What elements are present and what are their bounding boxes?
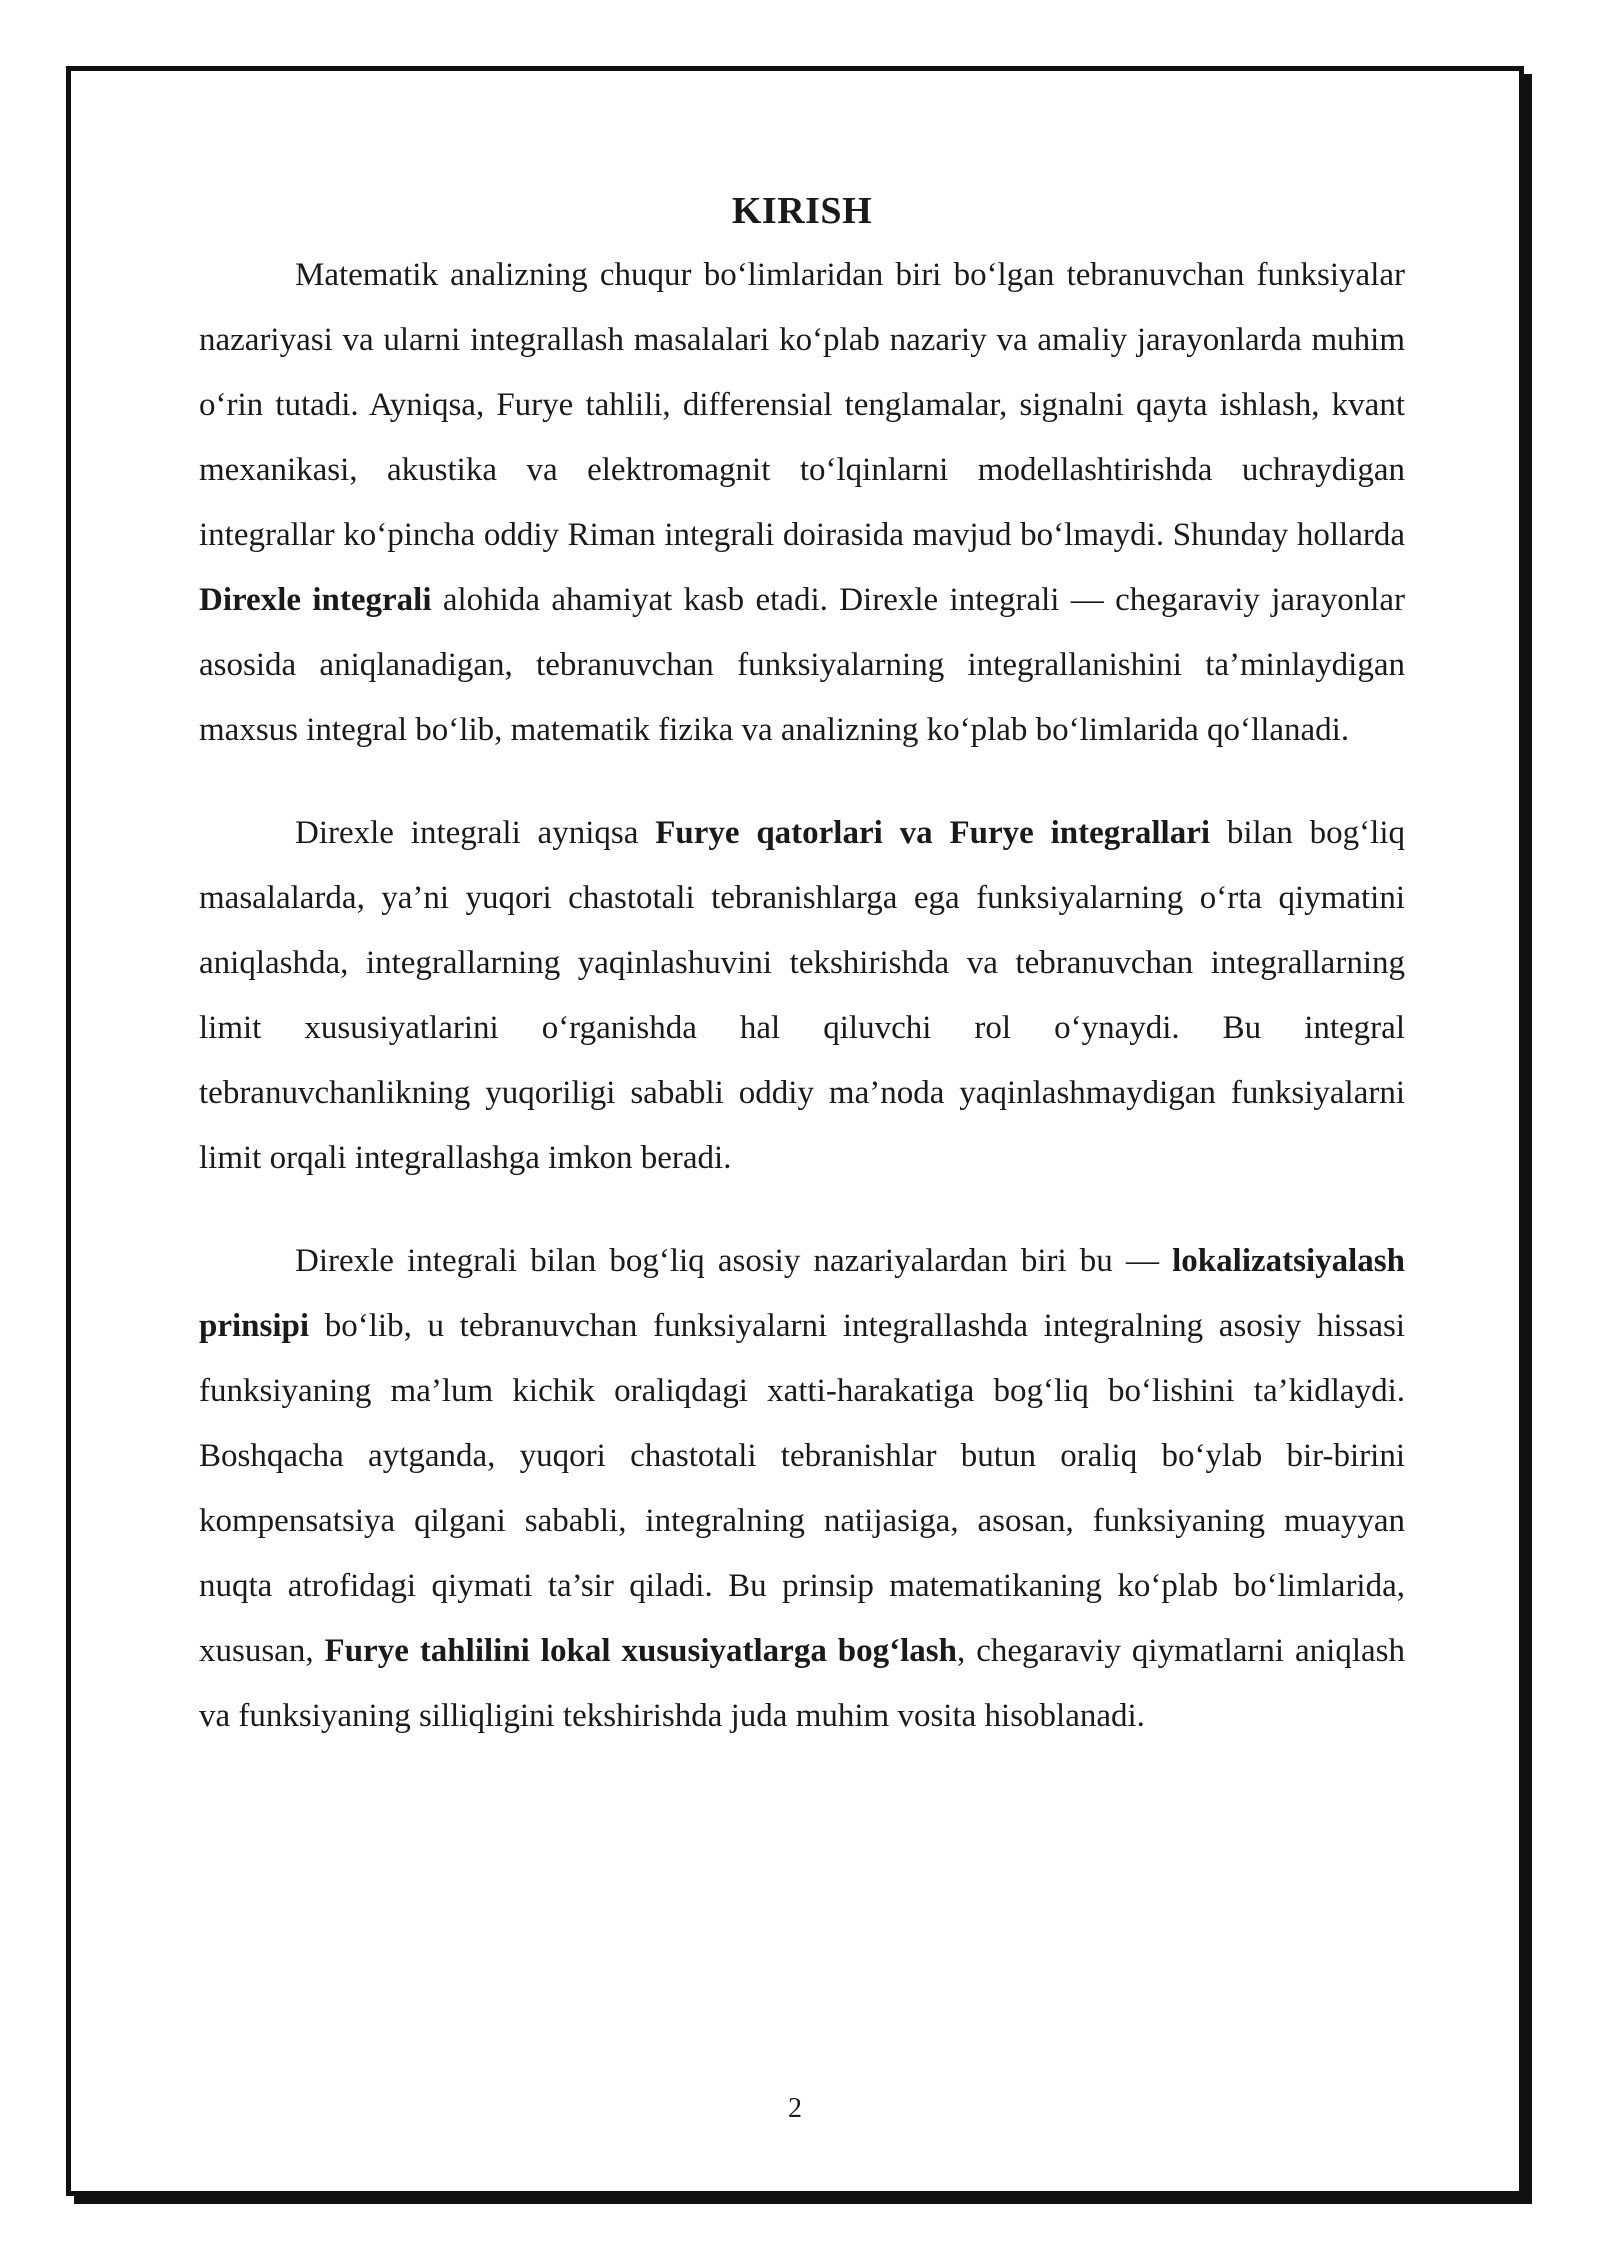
paragraph-3 [199, 1229, 1405, 1749]
paragraph-3-text-b: bo‘lib, u tebranuvchan funksiyalarni integrallashda integralning asosiy hissasi funksiyaning ma’lum kichik oraliqdagi xatti-harakatiga bog‘liq bo‘lishini ta’kidlaydi. Boshqacha aytganda, yuqori chastotali tebranishlar butun oraliq bo‘ylab bir-birini kompensatsiya qilgani sababli, integralning natijasiga, asosan, funksiyaning muayyan nuqta atrofidagi qiymati ta’sir qiladi. Bu prinsip matematikaning ko‘plab bo‘limlarida, xususan, [199, 1308, 1405, 1669]
paragraph-3-text-c: , chegaraviy qiymatlarni aniqlash va funksiyaning silliqligini tekshirishda juda muhim vosita hisoblanadi. [199, 1633, 1405, 1734]
paragraph-1-text-a: Matematik analizning chuqur bo‘limlaridan biri bo‘lgan tebranuvchan funksiyalar nazariyasi va ularni integrallash masalalari ko‘plab nazariy va amaliy jarayonlarda muhim o‘rin tutadi. Ayniqsa, Furye tahlili, differensial tenglamalar, signalni qayta ishlash, kvant mexanikasi, akustika va elektromagnit to‘lqinlarni modellashtirishda uchraydigan integrallar ko‘pincha oddiy Riman integrali doirasida mavjud bo‘lmaydi. Shunday hollarda [199, 257, 1405, 553]
paragraph-2-bold-term: Furye qatorlari va Furye integrallari [655, 815, 1211, 851]
paragraph-3-bold-term-1: lokalizatsiyalash prinsipi [199, 1243, 1405, 1344]
paragraph-2 [199, 801, 1405, 1191]
paragraph-1-bold-term: Direxle integrali [199, 582, 432, 618]
document-content [199, 189, 1405, 1749]
paragraph-3-bold-term-2: Furye tahlilini lokal xususiyatlarga bog‘lash [324, 1633, 957, 1669]
paragraph-2-text-b: bilan bog‘liq masalalarda, ya’ni yuqori chastotali tebranishlarga ega funksiyalarning o‘rta qiymatini aniqlashda, integrallarning yaqinlashuvini tekshirishda va tebranuvchan integrallarning limit xususiyatlarini o‘rganishda hal qiluvchi rol o‘ynaydi. Bu integral tebranuvchanlikning yuqoriligi sababli oddiy ma’noda yaqinlashmaydigan funksiyalarni limit orqali integrallashga imkon beradi. [199, 815, 1405, 1176]
paragraph-1-text-b: alohida ahamiyat kasb etadi. Direxle integrali — chegaraviy jarayonlar asosida aniqlanadigan, tebranuvchan funksiyalarning integrallanishini ta’minlaydigan maxsus integral bo‘lib, matematik fizika va analizning ko‘plab bo‘limlarida qo‘llanadi. [199, 582, 1406, 748]
paragraph-2-text-a: Direxle integrali ayniqsa [295, 815, 656, 851]
page-number: 2 [788, 2093, 802, 2124]
document-title: KIRISH [731, 190, 873, 232]
paragraph-1 [199, 243, 1405, 763]
paragraph-3-text-a: Direxle integrali bilan bog‘liq asosiy nazariyalardan biri bu — [295, 1243, 1173, 1279]
page-border-frame [66, 66, 1524, 2196]
